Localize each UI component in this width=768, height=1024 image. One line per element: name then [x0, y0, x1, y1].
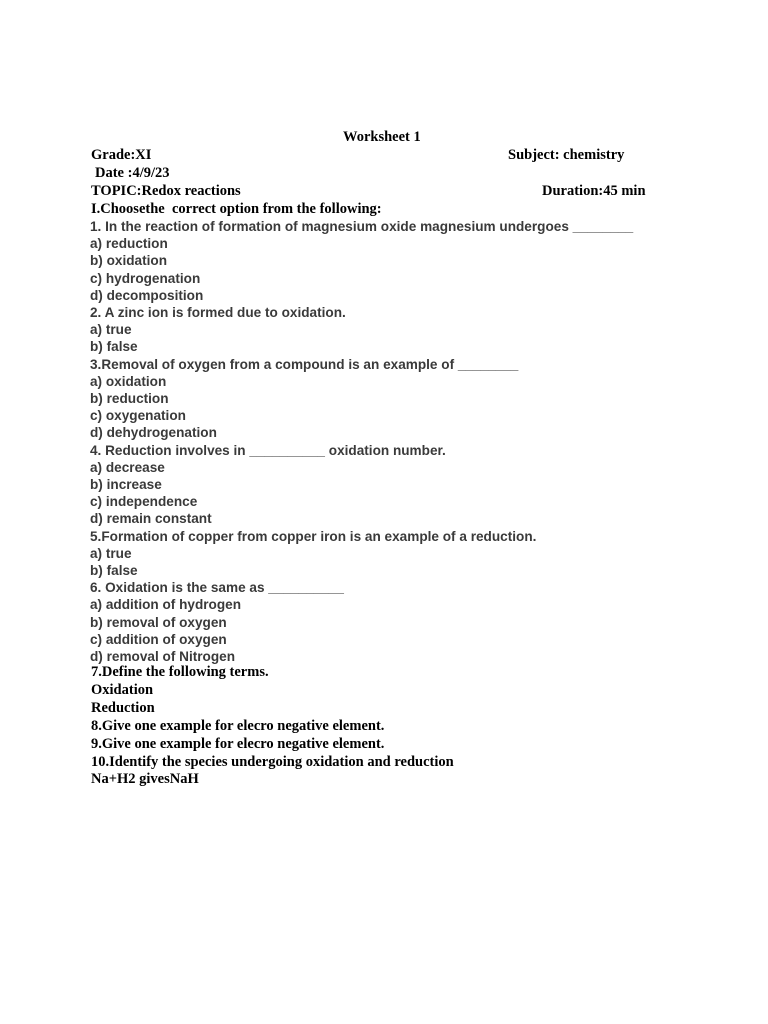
answer-option: b) false	[90, 339, 138, 355]
answer-option: b) oxidation	[90, 253, 168, 269]
answer-option: a) true	[90, 545, 132, 561]
question-text: 5.Formation of copper from copper iron is an example of a reduction.	[90, 528, 537, 544]
question-text: 6. Oxidation is the same as __________	[90, 580, 344, 596]
question-text: 3.Removal of oxygen from a compound is an example of ________	[90, 356, 519, 372]
answer-option: d) removal of Nitrogen	[90, 649, 236, 664]
answer-option: b) reduction	[90, 391, 169, 406]
section-heading: I.Choosethe correct option from the following:	[91, 201, 382, 217]
short-answer-line: 7.Define the following terms.	[91, 664, 269, 680]
short-answer-line: Na+H2 givesNaH	[91, 771, 199, 788]
question-text: 4. Reduction involves in __________ oxidation number.	[90, 442, 446, 458]
answer-option: b) false	[90, 563, 138, 578]
answer-option: b) removal of oxygen	[90, 614, 227, 630]
question-text: 1. In the reaction of formation of magnesium oxide magnesium undergoes ________	[90, 219, 634, 234]
answer-option: c) addition of oxygen	[90, 631, 227, 647]
answer-option: a) addition of hydrogen	[90, 597, 242, 613]
duration-label: Duration:45 min	[542, 183, 646, 199]
subject-label: Subject: chemistry	[508, 147, 625, 163]
date-label: Date :4/9/23	[95, 165, 170, 181]
topic-label: TOPIC:Redox reactions	[91, 183, 241, 199]
short-answer-line: Oxidation	[91, 681, 154, 698]
answer-option: a) decrease	[90, 459, 165, 475]
short-answer-line: 8.Give one example for elecro negative element.	[91, 717, 385, 734]
answer-option: a) reduction	[90, 236, 168, 252]
answer-option: d) decomposition	[90, 287, 204, 303]
short-answer-line: 9.Give one example for elecro negative element.	[91, 735, 385, 752]
answer-option: c) independence	[90, 494, 198, 510]
answer-option: c) hydrogenation	[90, 270, 201, 286]
answer-option: c) oxygenation	[90, 408, 186, 424]
short-answer-line: Reduction	[91, 699, 155, 716]
grade-label: Grade:XI	[91, 147, 152, 163]
short-answer-line: 10.Identify the species undergoing oxidation and reduction	[91, 753, 454, 770]
question-text: 2. A zinc ion is formed due to oxidation.	[90, 305, 346, 320]
answer-option: a) true	[90, 322, 132, 338]
answer-option: b) increase	[90, 477, 162, 492]
answer-option: d) dehydrogenation	[90, 425, 217, 441]
answer-option: d) remain constant	[90, 511, 212, 527]
worksheet-title: Worksheet 1	[343, 129, 421, 145]
answer-option: a) oxidation	[90, 373, 167, 389]
